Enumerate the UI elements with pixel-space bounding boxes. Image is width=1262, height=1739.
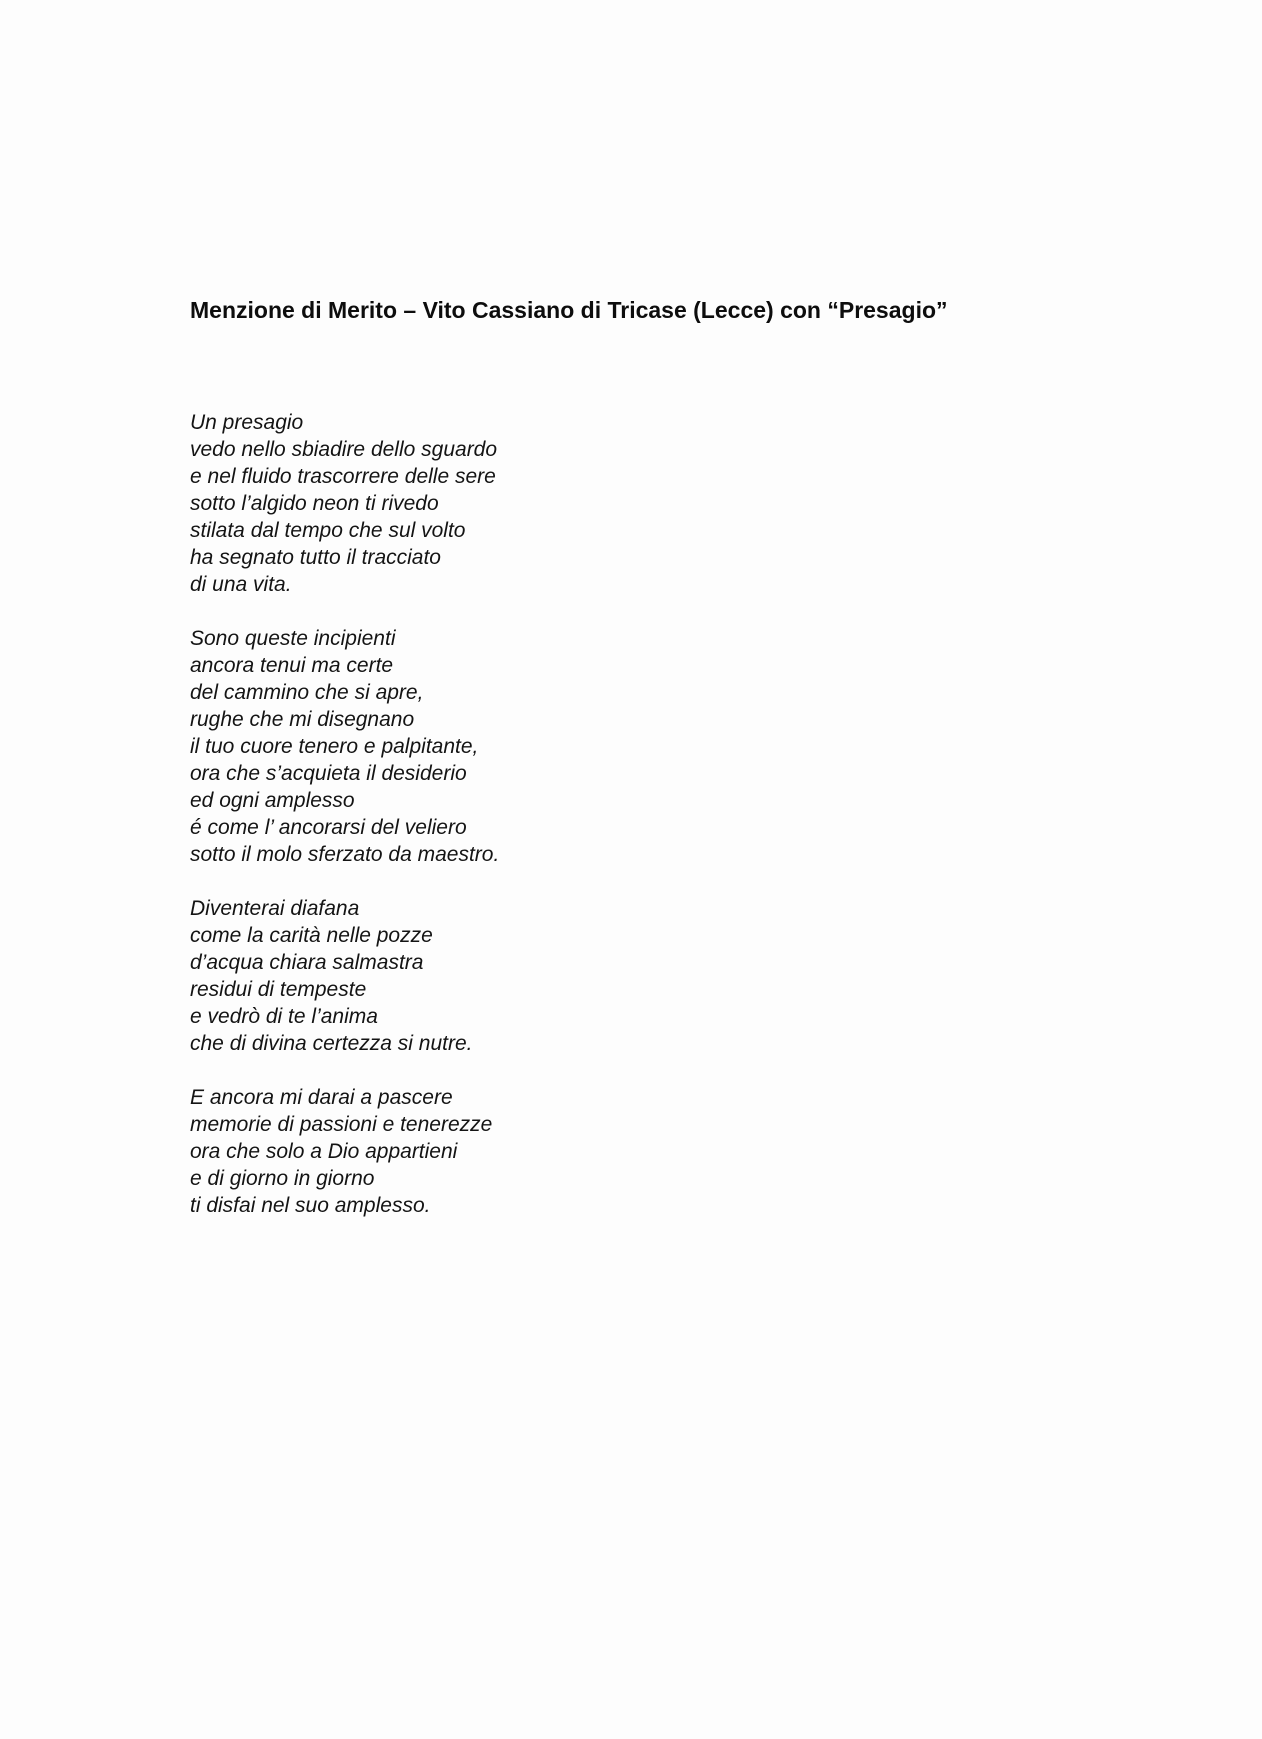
poem-line: il tuo cuore tenero e palpitante, [190,735,479,758]
poem-line: rughe che mi disegnano [190,708,415,731]
poem-line: Sono queste incipienti [190,627,396,650]
poem-line: sotto il molo sferzato da maestro. [190,843,500,866]
poem-line: ed ogni amplesso [190,789,355,812]
poem-line: ora che s’acquieta il desiderio [190,762,467,785]
poem-line: del cammino che si apre, [190,681,424,704]
stanza [190,895,890,1057]
poem-line: ora che solo a Dio appartieni [190,1140,458,1163]
poem-line: sotto l’algido neon ti rivedo [190,492,439,515]
stanza [190,625,890,868]
poem-line: residui di tempeste [190,978,367,1001]
poem-line: che di divina certezza si nutre. [190,1032,473,1055]
poem-line: ancora tenui ma certe [190,654,394,677]
poem-line: e di giorno in giorno [190,1167,375,1190]
document-title: Menzione di Merito – Vito Cassiano di Tricase (Lecce) con “Presagio” [190,297,948,323]
poem-line: vedo nello sbiadire dello sguardo [190,438,498,461]
poem-line: memorie di passioni e tenerezze [190,1113,493,1136]
poem-line: di una vita. [190,573,292,596]
poem-line: e vedrò di te l’anima [190,1005,378,1028]
stanza [190,1084,890,1219]
poem-line: Un presagio [190,411,304,434]
poem-line: Diventerai diafana [190,897,360,920]
poem-line: e nel fluido trascorrere delle sere [190,465,496,488]
poem-line: E ancora mi darai a pascere [190,1086,453,1109]
poem-line: ha segnato tutto il tracciato [190,546,441,569]
stanza [190,409,890,598]
poem [190,409,890,1246]
poem-line: d’acqua chiara salmastra [190,951,424,974]
poem-line: stilata dal tempo che sul volto [190,519,466,542]
poem-line: come la carità nelle pozze [190,924,433,947]
poem-line: ti disfai nel suo amplesso. [190,1194,431,1217]
poem-line: é come l’ ancorarsi del veliero [190,816,467,839]
